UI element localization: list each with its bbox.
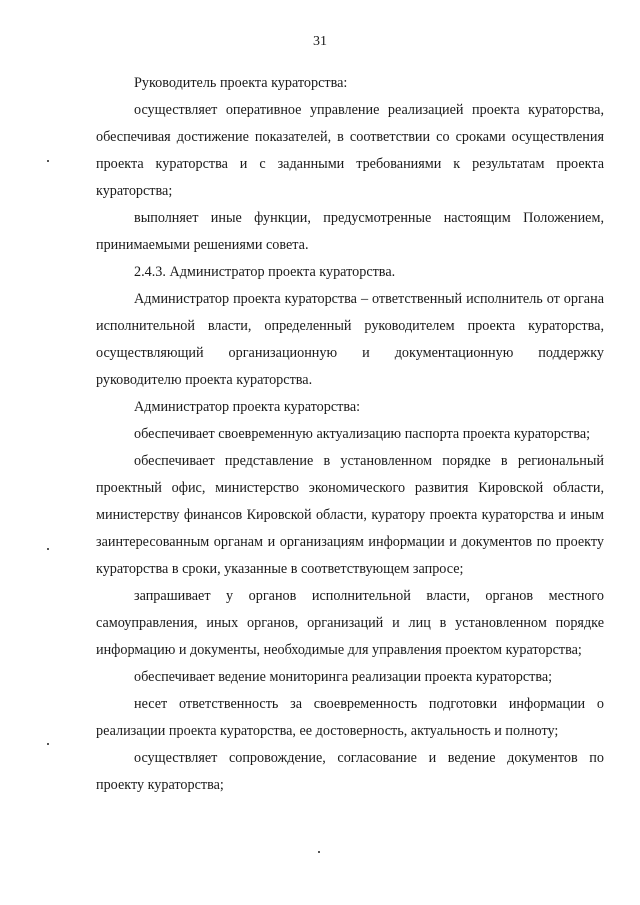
section-heading-2-4-3: 2.4.3. Администратор проекта кураторства. <box>134 264 396 280</box>
margin-mark <box>47 743 49 745</box>
paragraph-supervisor-heading: Руководитель проекта кураторства: <box>134 75 348 91</box>
page-number: 31 <box>313 34 327 49</box>
paragraph-administrator-heading: Администратор проекта кураторства: <box>134 399 361 415</box>
paragraph-admin-duty-1: обеспечивает своевременную актуализацию паспорта проекта кураторства; <box>134 426 591 442</box>
paragraph-admin-duty-2: обеспечивает представление в установленном порядке в региональный проектный офис, министерство экономического развития Кировской области, министерству финансов Кировской области, куратору проекта кураторства и иным заинтересованным органам и организациям информации и документов по проекту кураторства в сроки, указанные в соответствующем запросе; <box>96 453 604 577</box>
paragraph-admin-duty-5: несет ответственность за своевременность подготовки информации о реализации проекта кураторства, ее достоверность, актуальность и полноту; <box>96 696 604 739</box>
paragraph-admin-duty-4: обеспечивает ведение мониторинга реализации проекта кураторства; <box>134 669 553 685</box>
paragraph-admin-duty-3: запрашивает у органов исполнительной власти, органов местного самоуправления, иных органов, организаций и лиц в установленном порядке информацию и документы, необходимые для управления проектом кураторства; <box>96 588 604 658</box>
document-body <box>96 70 604 799</box>
margin-mark <box>47 160 49 162</box>
margin-mark <box>47 548 49 550</box>
paragraph-admin-duty-6: осуществляет сопровождение, согласование и ведение документов по проекту кураторства; <box>96 750 604 793</box>
paragraph-supervisor-duty-1: осуществляет оперативное управление реализацией проекта кураторства, обеспечивая достижение показателей, в соответствии со сроками осуществления проекта кураторства и с заданными требованиями к результатам проекта кураторства; <box>96 102 604 199</box>
scan-mark <box>318 851 320 853</box>
paragraph-supervisor-duty-2: выполняет иные функции, предусмотренные настоящим Положением, принимаемыми решениями совета. <box>96 210 604 253</box>
paragraph-administrator-definition: Администратор проекта кураторства – ответственный исполнитель от органа исполнительной власти, определенный руководителем проекта кураторства, осуществляющий организационную и документационную поддержку руководителю проекта кураторства. <box>96 291 604 388</box>
